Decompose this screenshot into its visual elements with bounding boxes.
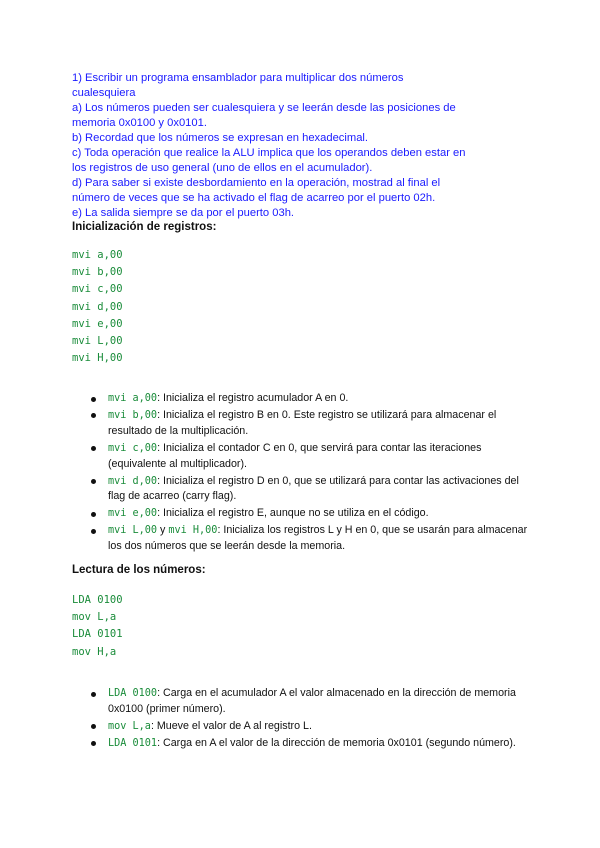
code-line: LDA 0100 [72,594,123,606]
code-line: mvi b,00 [72,266,123,279]
list-item [72,523,532,555]
exercise-statement [72,71,542,221]
bullet-icon [91,529,96,534]
bullet-text: : Inicializa el registro B en 0. Este registro se utilizará para almacenar el resultado de la multiplicación. [108,408,497,437]
statement-line: a) Los números pueden ser cualesquiera y se leerán desde las posiciones de [72,102,456,114]
inline-code: mvi c,00 [108,442,158,454]
list-item [72,474,532,506]
bullet-text: : Inicializa el registro acumulador A en 0. [157,392,349,404]
code-line: mov H,a [72,645,117,658]
statement-line: los registros de uso general (uno de ellos en el acumulador). [72,162,373,174]
bullet-icon [91,741,96,746]
list-item [72,736,532,752]
statement-line: b) Recordad que los números se expresan en hexadecimal. [72,132,369,144]
code-line: mvi a,00 [72,249,123,261]
inline-code: mov L,a [108,720,151,732]
bullet-text: : Carga en el acumulador A el valor almacenado en la dirección de memoria 0x0100 (primer número). [108,687,516,715]
bullet-text: : Inicializa el contador C en 0, que servirá para contar las iteraciones (equivalente al multiplicador). [108,441,482,470]
statement-line: cualesquiera [72,87,136,99]
section-heading-read: Lectura de los números: [72,564,206,576]
bullet-list-init [72,391,532,556]
list-item [72,506,532,522]
bullet-icon [91,692,96,697]
statement-line: d) Para saber si existe desbordamiento en la operación, mostrad al final el [72,177,441,189]
inline-code: mvi d,00 [108,475,158,487]
bullet-icon [91,724,96,729]
inline-code: LDA 0101 [108,737,158,749]
bullet-text: : Carga en A el valor de la dirección de memoria 0x0101 (segundo número). [157,736,516,749]
code-line: mov L,a [72,611,117,624]
code-line: mvi e,00 [72,317,123,330]
bullet-icon [91,413,96,418]
list-item [72,391,532,407]
inline-code: mvi H,00 [168,525,218,537]
statement-line: e) La salida siempre se da por el puerto 03h. [72,207,295,219]
inline-code: mvi a,00 [108,393,158,404]
code-block-init [72,247,123,367]
bullet-text: : Inicializa el registro E, aunque no se utiliza en el código. [157,507,429,520]
bullet-text: : Mueve el valor de A al registro L. [150,719,312,732]
inline-code: LDA 0100 [108,688,158,699]
section-heading-init: Inicialización de registros: [72,221,217,233]
code-line: LDA 0101 [72,628,123,641]
list-item [72,719,532,735]
bullet-text: : Inicializa los registros L y H en 0, que se usarán para almacenar los dos números que se leerán desde la memoria. [108,524,528,553]
list-item [72,686,532,718]
inline-code: mvi e,00 [108,508,158,520]
list-item [72,441,532,473]
bullet-list-read [72,686,532,753]
code-line: mvi d,00 [72,300,123,313]
bullet-icon [91,446,96,451]
inline-code: mvi L,00 [108,525,158,537]
bullet-icon [91,512,96,517]
statement-line: memoria 0x0100 y 0x0101. [72,117,207,129]
code-line: mvi c,00 [72,283,123,296]
code-line: mvi L,00 [72,335,123,348]
code-line: mvi H,00 [72,352,123,365]
list-item [72,408,532,440]
statement-line: 1) Escribir un programa ensamblador para multiplicar dos números [72,72,404,84]
bullet-text: : Inicializa el registro D en 0, que se utilizará para contar las activaciones del flag de acarreo (carry flag). [108,474,519,503]
code-block-read [72,592,123,661]
bullet-connector: y [157,524,169,537]
statement-line: número de veces que se ha activado el flag de acarreo por el puerto 02h. [72,192,436,204]
bullet-icon [91,397,96,402]
inline-code: mvi b,00 [108,409,158,421]
statement-line: c) Toda operación que realice la ALU implica que los operandos deben estar en [72,147,466,159]
bullet-icon [91,479,96,484]
